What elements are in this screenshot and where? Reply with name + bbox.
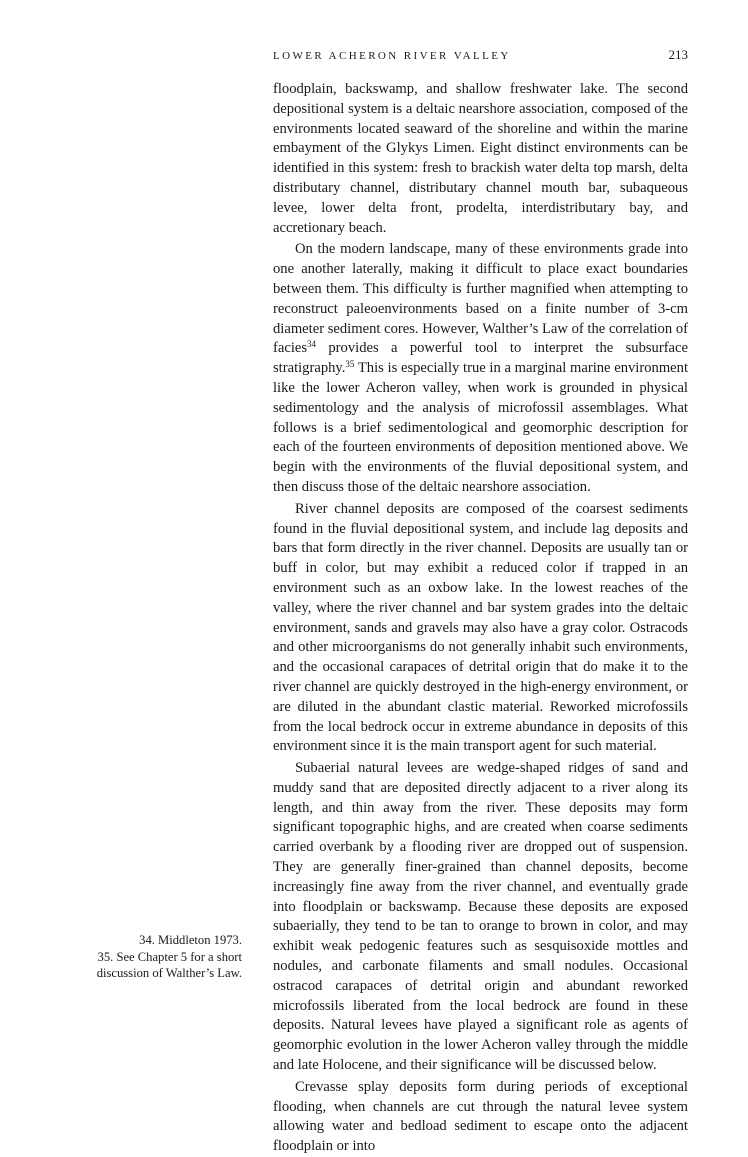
paragraph-3: River channel deposits are composed of the coarsest sediments found in the fluvial depositional system, and include lag deposits and bars that form directly in the river channel. Deposits are usually tan or buff in color, but may exhibit a reduced color if trapped in an environment such as an oxbow lake. In the lowest reaches of the valley, where the river channel and bar system grades into the deltaic environment, sands and gravels may also have a gray color. Ostracods and other microorganisms do not generally inhabit such environments, and the occasional carapaces of detrital origin that do make it to the river channel are quickly destroyed in the high-energy environment, or are diluted in the abundant clastic material. Reworked microfossils from the local bedrock occur in extreme abundance in deposits of this environment since it is the main transport agent for such material. (273, 500, 688, 755)
footnotes (42, 932, 242, 982)
footnote-ref-35: 35 (345, 359, 355, 370)
footnote-34: 34. Middleton 1973. (139, 933, 242, 947)
footnote-35-line-2: discussion of Walther’s Law. (96, 966, 242, 980)
running-head (273, 47, 688, 63)
body-text (273, 80, 688, 1157)
paragraph-5: Crevasse splay deposits form during periods of exceptional flooding, when channels are cut through the natural levee system allowing water and bedload sediment to escape onto the adjacent floodplain or into (273, 1078, 688, 1155)
footnote-ref-34: 34 (307, 339, 317, 350)
footnote-35-line-1: 35. See Chapter 5 for a short (97, 949, 242, 964)
paragraph-2-part-c: This is especially true in a marginal marine environment like the lower Acheron valley, when work is grounded in physical sedimentology and the analysis of microfossil assemblages. What follows is a brief sedimentological and geomorphic description for each of the fourteen environments of deposition mentioned above. We begin with the environments of the fluvial depositional system, and then discuss those of the deltaic nearshore association. (273, 360, 688, 495)
page-number: 213 (668, 47, 688, 62)
paragraph-2 (273, 240, 688, 497)
paragraph-2-part-a: On the modern landscape, many of these environments grade into one another laterally, making it difficult to place exact boundaries between them. This difficulty is further magnified when attempting to reconstruct paleoenvironments based on a finite number of 3-cm diameter sediment cores. However, Walther’s Law of the correlation of facies (273, 241, 688, 357)
paragraph-2-part-b: provides a powerful tool to interpret the subsurface stratigraphy. (273, 340, 688, 377)
paragraph-1: floodplain, backswamp, and shallow freshwater lake. The second depositional system is a deltaic nearshore association, composed of the environments located seaward of the shoreline and within the marine embayment of the Glykys Limen. Eight distinct environments can be identified in this system: fresh to brackish water delta top marsh, delta distributary channel, distributary channel mouth bar, subaqueous levee, lower delta front, prodelta, interdistributary bay, and accretionary beach. (273, 81, 688, 236)
paragraph-4: Subaerial natural levees are wedge-shaped ridges of sand and muddy sand that are deposited directly adjacent to a river along its length, and thin away from the river. These deposits may form significant topographic highs, and are created when coarse sediments carried overbank by a flooding river are dropped out of suspension. They are generally finer-grained than channel deposits, become increasingly fine away from the river channel, and eventually grade into floodplain or backswamp. Because these deposits are exposed subaerially, they tend to be tan to orange to brown in color, and may exhibit weak pedogenic features such as sesquisoxide mottles and nodules, and carbonate filaments and small nodules. Occasional ostracod carapaces of detrital origin and abundant reworked microfossils liberated from the local bedrock are found in these deposits. Natural levees have played a significant role as agents of geomorphic evolution in the lower Acheron valley through the middle and late Holocene, and their significance will be discussed below. (273, 760, 688, 1074)
running-title: LOWER ACHERON RIVER VALLEY (273, 50, 511, 62)
